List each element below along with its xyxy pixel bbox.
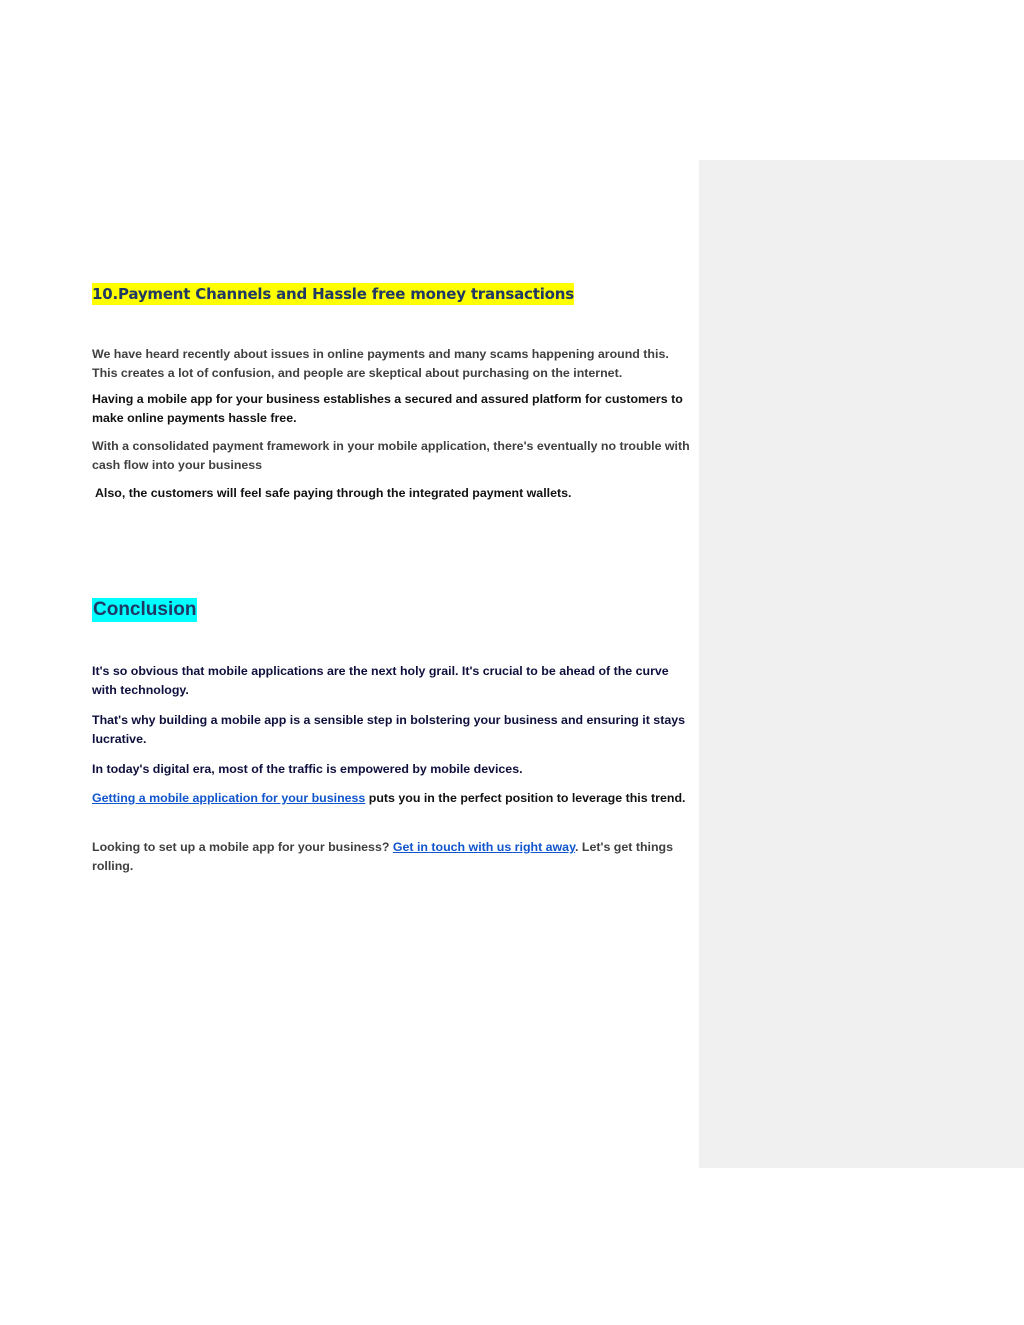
leverage-trend-text: puts you in the perfect position to leverage this trend. (365, 791, 686, 805)
get-in-touch-lead-text: Looking to set up a mobile app for your business? (92, 840, 393, 854)
heading-payment-channels: 10.Payment Channels and Hassle free money transactions (92, 285, 574, 303)
paragraph-leverage-trend (92, 789, 690, 808)
paragraph-get-in-touch (92, 838, 690, 875)
get-things-rolling-text: . Let's get things rolling. (92, 840, 673, 873)
link-get-in-touch[interactable]: Get in touch with us right away (392, 840, 576, 854)
paragraph-online-payment-issues: We have heard recently about issues in online payments and many scams happening around this. This creates a lot of confusion, and people are skeptical about purchasing on the internet. (92, 347, 669, 380)
comment-pane (699, 160, 1024, 1168)
heading-conclusion: Conclusion (93, 599, 197, 620)
paragraph-consolidated-payment: With a consolidated payment framework in your mobile application, there's eventually no trouble with cash flow into your business (92, 439, 690, 472)
link-getting-mobile-app[interactable]: Getting a mobile application for your business (92, 791, 366, 805)
paragraph-holy-grail: It's so obvious that mobile applications are the next holy grail. It's crucial to be ahead of the curve with technology. (92, 664, 669, 697)
paragraph-sensible-step: That's why building a mobile app is a sensible step in bolstering your business and ensuring it stays lucrative. (92, 713, 685, 746)
paragraph-safe-paying: Also, the customers will feel safe paying through the integrated payment wallets. (92, 486, 572, 500)
paragraph-secured-platform: Having a mobile app for your business establishes a secured and assured platform for customers to make online payments hassle free. (92, 392, 683, 425)
paragraph-digital-era: In today's digital era, most of the traffic is empowered by mobile devices. (92, 762, 523, 776)
